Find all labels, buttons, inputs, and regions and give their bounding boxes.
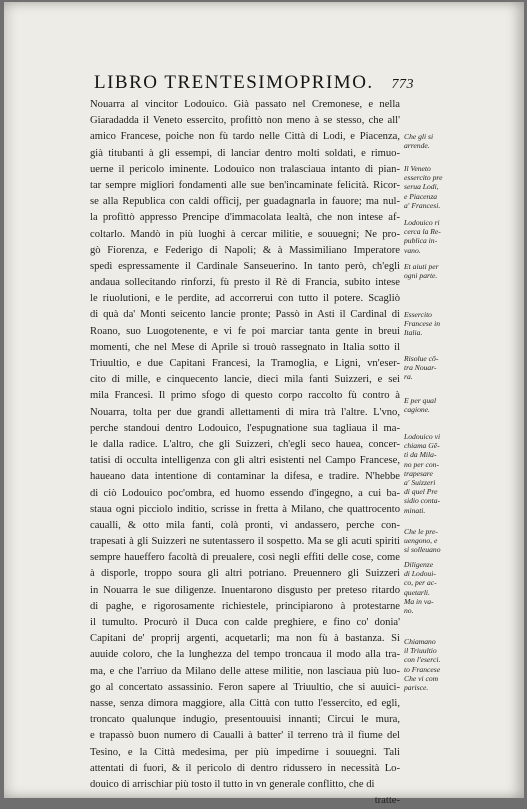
- text-line: Roano, suo Luogotenente, e vi fe poi marciar tanta gente in breui: [90, 325, 400, 337]
- marginal-note-line: Che le pre-: [404, 527, 438, 536]
- book-page: [4, 2, 524, 807]
- marginal-note-line: to Francese: [404, 664, 441, 674]
- marginal-note-line: serua Lodi,: [404, 182, 439, 192]
- marginal-note: [404, 218, 522, 255]
- marginal-note: [404, 637, 522, 692]
- marginal-note-line: Lodouico vi: [404, 432, 441, 441]
- marginal-note: [404, 432, 522, 515]
- marginal-note-line: Chiamano: [404, 637, 436, 646]
- running-header: [94, 72, 414, 96]
- marginal-note-line: di Lodoui-: [404, 569, 436, 579]
- chapter-title: LIBRO TRENTESIMOPRIMO.: [94, 72, 374, 93]
- marginal-note-line: Essercito: [404, 310, 432, 319]
- text-line: Giaradadda il Veneto essercito, profittò non meno à se stesso, che all': [90, 115, 400, 127]
- text-line: momenti, che nel Mese di Aprile si trouò rassegnato in Italia sotto il: [90, 341, 400, 353]
- text-line: nasse, senza dimora maggiore, alla Città con tutto l'essercito, ed egli,: [90, 697, 400, 709]
- marginal-notes: [404, 132, 522, 692]
- text-line: e trapassò buon numero di Caualli à batter' il terreno trà il fiume del: [90, 730, 400, 742]
- marginal-note: [404, 310, 522, 338]
- marginal-note-line: Che vi com: [404, 673, 439, 683]
- text-line: la profittò appresso Prencipe d'immacolata lealtà, che non intese af-: [90, 212, 400, 224]
- text-line: mila Francesi. Il primo sfogo di questo corpo raccolto fù contro à: [90, 390, 400, 402]
- marginal-note: [404, 396, 522, 414]
- marginal-note-line: uengono, e: [404, 536, 438, 546]
- text-line: coltarlo. Mandò in più luoghi à cercar militie, e souuegni; Ne pro-: [90, 228, 400, 240]
- marginal-note-line: essercito pre: [404, 173, 443, 183]
- marginal-note-line: e Piacenza: [404, 191, 438, 201]
- text-line: sempre haueffero facoltà di preualere, così negli effiti delle cose, come: [90, 552, 400, 564]
- text-line: trapesati à gli Suizzeri ne sutentassero il sospetto. Ma se gli acuti spiriti: [90, 536, 400, 548]
- marginal-note: [404, 354, 522, 382]
- text-line: Nouarra al vincitor Lodouico. Già passato nel Cremonese, e nella: [90, 99, 400, 110]
- marginal-note-line: vano.: [404, 245, 421, 255]
- marginal-note-line: ti da Mila-: [404, 450, 437, 460]
- marginal-note: [404, 560, 522, 615]
- marginal-note-line: tra Nouar-: [404, 363, 437, 373]
- marginal-note-line: cerca la Re-: [404, 227, 441, 237]
- text-line: staua ogni picciolo inditio, scrisse in fretta à Milano, che quattrocento: [90, 503, 400, 515]
- text-line: attentati di fuori, & il pericolo di dentro ridussero in necessità Lo-: [90, 762, 400, 774]
- marginal-note: [404, 132, 522, 150]
- marginal-note-line: il Triuultio: [404, 646, 437, 656]
- text-line: Capitani de' proprij argenti, acquetarli; ma non fù à bastanza. Si: [90, 633, 400, 645]
- marginal-note-line: sidio conta-: [404, 496, 441, 506]
- marginal-note-line: publica in-: [404, 236, 438, 246]
- text-line: spedì espressamente il Cardinale Sanseuerino. In tanto però, ch'egli: [90, 260, 400, 272]
- catchword: tratte-: [374, 795, 400, 807]
- marginal-note-line: arrende.: [404, 141, 430, 151]
- text-line: à disporle, troppo soura gli altri potriano. Preuennero gli Suizzeri: [90, 568, 400, 580]
- marginal-note: [404, 164, 522, 210]
- marginal-note-line: Risolue cō-: [404, 354, 439, 363]
- marginal-note-line: chiama Gē-: [404, 441, 440, 451]
- marginal-note-line: no per con-: [404, 459, 440, 469]
- text-line: ma, e che l'arriuo da Milano delle attese militie, non lasciaua più luo-: [90, 665, 400, 677]
- text-line: douico di arrischiar più tosto il tutto in vn generale conflitto, che di: [90, 778, 375, 790]
- text-line: auuide coloro, che la lunghezza del tempo troncaua il modo alla tra-: [90, 649, 400, 661]
- text-line: perche standoui dentro Lodouico, l'espugnatione sua tagliaua il ma-: [90, 422, 400, 434]
- marginal-note: [404, 262, 522, 280]
- text-line: tatisi di occulta intelligenza con gli altri esistenti nel Campo Francese,: [90, 455, 400, 467]
- marginal-note-line: Francese in: [404, 319, 441, 329]
- text-line: in Nouarra le sue diligenze. Inuentarono disgusto per preteso ritardo: [90, 584, 400, 596]
- marginal-note-line: con l'eserci.: [404, 655, 441, 665]
- text-line: di quà da' Monti seicento lancie pronte; Passò in Asti il Cardinal di: [90, 309, 400, 321]
- text-line: troncato qualunque indugio, presentouuisi innanti; Circui le mura,: [90, 714, 400, 726]
- text-line: se alla Republica con caldi officij, per guadagnarla in fauore; ma nul-: [90, 196, 400, 208]
- marginal-note-line: a' Francesi.: [404, 200, 441, 210]
- marginal-note-line: ogni parte.: [404, 271, 438, 281]
- text-line: cito di mille, e cinquecento lancie, dieci mila fanti Suizzeri, e sei: [90, 374, 400, 386]
- marginal-note-line: Il Veneto: [404, 164, 431, 173]
- body-text: [90, 97, 400, 809]
- text-line: uerne il pericolo iminente. Lodouico non tralasciaua intanto di pian-: [90, 163, 400, 175]
- marginal-note-line: a' Suizzeri: [404, 478, 436, 488]
- text-line: le riuolutioni, e le perdite, ad accorrerui con tutto il potere. Scagliò: [90, 293, 400, 305]
- marginal-note-line: minati.: [404, 505, 426, 515]
- marginal-note-line: Lodouico ri: [404, 218, 440, 227]
- marginal-note-line: quetarli.: [404, 587, 430, 597]
- marginal-note-line: Italia.: [404, 328, 423, 338]
- text-line: gò Fiorenza, e Federigo di Napoli; & à Massimiliano Imperatore: [90, 244, 400, 256]
- text-line: Tesino, e la Città medesima, per più impedirne i souuegni. Tali: [90, 746, 400, 758]
- marginal-note-line: Che gli si: [404, 132, 434, 141]
- marginal-note-line: no.: [404, 606, 414, 616]
- marginal-note-line: Ma in va-: [404, 596, 434, 606]
- text-line: già titubanti à gli essempi, di lanciar dentro molti soldati, e rimuo-: [90, 147, 400, 159]
- page-number: 773: [391, 77, 414, 92]
- marginal-note-line: Diligenze: [404, 560, 434, 569]
- marginal-note-line: co, per ac-: [404, 578, 437, 588]
- text-line: haueano data intentione di contaminar la difesa, e tradire. N'hebbe: [90, 471, 400, 483]
- marginal-note-line: di quel Pre: [404, 487, 438, 497]
- marginal-note-line: cagione.: [404, 405, 430, 415]
- text-line: caualli, & otto mila fanti, colà pronti, vi andassero, perche con-: [90, 519, 400, 531]
- marginal-note-line: trapesare: [404, 468, 433, 478]
- text-line: il tumulto. Procurò il Duca con calde preghiere, e fino co' donia': [90, 617, 400, 628]
- text-line: le dalla radice. L'altro, che gli Suizzeri, ch'egli seco hauea, concer-: [90, 438, 400, 450]
- marginal-note-line: si solleuano: [404, 545, 441, 555]
- text-line: go al concertato assassinio. Feron sapere al Triuultio, che si auuici-: [90, 681, 400, 693]
- text-line: di paghe, e rigorosamente richiestele, principiarono à protestarne: [90, 600, 400, 612]
- marginal-note-line: ra.: [404, 372, 413, 382]
- text-line: amico Francese, poiche non fù tardo nelle Città di Lodi, e Piacenza,: [90, 131, 400, 143]
- marginal-note-line: Et aiuti per: [404, 262, 439, 271]
- marginal-note-line: parisce.: [404, 683, 429, 693]
- text-line: di ciò Lodouico poc'ombra, ed huomo essendo d'ingegno, a cui ba-: [90, 487, 400, 499]
- text-line: Nouarra, tolta per due grandi allettamenti di mira trà l'altre. L'vno,: [90, 406, 400, 418]
- marginal-note: [404, 527, 522, 555]
- text-line: tar sempre migliori fondamenti alle sue ben'incaminate felicità. Ricor-: [90, 179, 400, 191]
- text-line: andaua sollecitando rinforzi, fù presto il Rè di Francia, subito intese: [90, 277, 400, 289]
- text-line: Triuultio, e due Capitani Francesi, la Tramoglia, e Ligni, vn'eser-: [90, 358, 400, 369]
- marginal-note-line: E per qual: [404, 396, 437, 405]
